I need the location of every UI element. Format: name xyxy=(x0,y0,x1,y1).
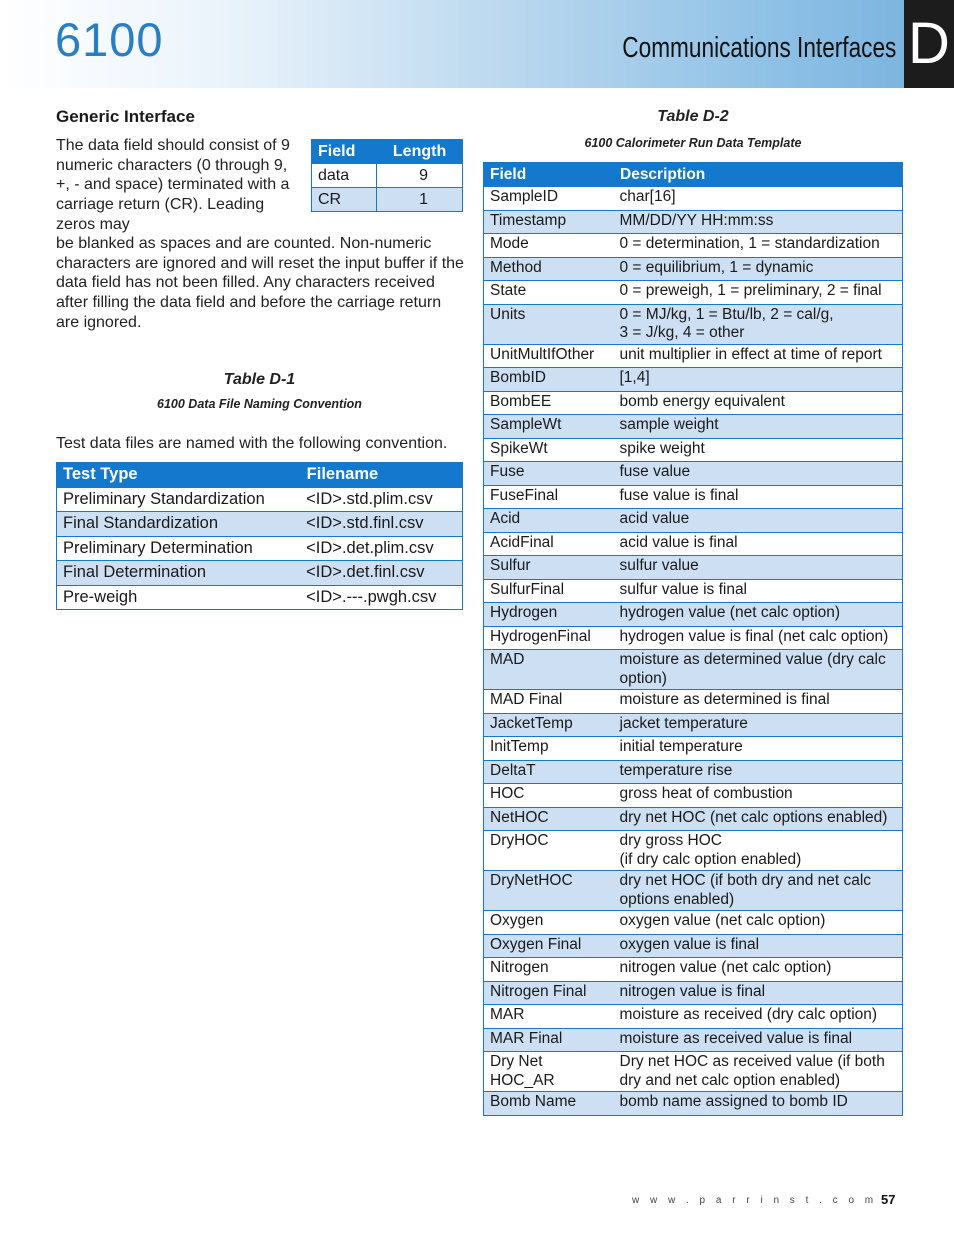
table-row xyxy=(484,462,903,486)
table-d1-header-filename: Filename xyxy=(300,463,462,488)
table-d2-subtitle: 6100 Calorimeter Run Data Template xyxy=(584,136,802,150)
table-d1-header-type: Test Type xyxy=(57,463,301,488)
d2-desc-cell: dry gross HOC (if dry calc option enabled) xyxy=(614,831,903,871)
table-row xyxy=(484,210,903,234)
d2-field-cell: MAR xyxy=(484,1005,614,1029)
d1-type-cell: Preliminary Standardization xyxy=(57,487,301,512)
table-row xyxy=(484,257,903,281)
d2-desc-cell: moisture as received (dry calc option) xyxy=(614,1005,903,1029)
d2-field-cell: Mode xyxy=(484,234,614,258)
d2-desc-cell: fuse value is final xyxy=(614,485,903,509)
table-row xyxy=(484,807,903,831)
d1-file-cell: <ID>.det.plim.csv xyxy=(300,536,462,561)
length-value-cell: 1 xyxy=(377,188,463,212)
table-row xyxy=(484,368,903,392)
d2-desc-cell: moisture as determined is final xyxy=(614,690,903,714)
d1-file-cell: <ID>.---.pwgh.csv xyxy=(300,585,462,610)
d2-desc-cell: jacket temperature xyxy=(614,713,903,737)
d2-field-cell: Bomb Name xyxy=(484,1092,614,1116)
d2-desc-cell: nitrogen value is final xyxy=(614,981,903,1005)
d2-desc-cell: unit multiplier in effect at time of report xyxy=(614,344,903,368)
d2-field-cell: DryNetHOC xyxy=(484,871,614,911)
d2-field-cell: SpikeWt xyxy=(484,438,614,462)
d2-desc-cell: Dry net HOC as received value (if both dry and net calc option enabled) xyxy=(614,1052,903,1092)
table-row xyxy=(484,784,903,808)
d2-field-cell: BombID xyxy=(484,368,614,392)
length-field-cell: CR xyxy=(312,188,377,212)
table-d2 xyxy=(483,162,903,1116)
table-d1-title: Table D-1 xyxy=(223,371,296,388)
d2-desc-cell: hydrogen value is final (net calc option) xyxy=(614,626,903,650)
d2-desc-cell: acid value xyxy=(614,509,903,533)
d2-field-cell: SulfurFinal xyxy=(484,579,614,603)
d2-field-cell: Nitrogen Final xyxy=(484,981,614,1005)
d2-desc-cell: gross heat of combustion xyxy=(614,784,903,808)
table-row xyxy=(484,509,903,533)
table-row xyxy=(484,485,903,509)
table-row xyxy=(484,958,903,982)
d2-desc-cell: moisture as received value is final xyxy=(614,1028,903,1052)
d2-desc-cell: oxygen value (net calc option) xyxy=(614,911,903,935)
d2-field-cell: HydrogenFinal xyxy=(484,626,614,650)
table-row xyxy=(57,512,463,537)
d2-field-cell: MAD xyxy=(484,650,614,690)
d2-field-cell: Fuse xyxy=(484,462,614,486)
d2-field-cell: NetHOC xyxy=(484,807,614,831)
table-row xyxy=(484,1052,903,1092)
table-row xyxy=(484,438,903,462)
page-number: 57 xyxy=(881,1192,896,1207)
length-table-row xyxy=(312,164,463,188)
d2-field-cell: MAD Final xyxy=(484,690,614,714)
d1-type-cell: Pre-weigh xyxy=(57,585,301,610)
d2-field-cell: Method xyxy=(484,257,614,281)
table-row xyxy=(484,281,903,305)
table-row xyxy=(484,1028,903,1052)
d2-field-cell: FuseFinal xyxy=(484,485,614,509)
d2-field-cell: Acid xyxy=(484,509,614,533)
d2-desc-cell: [1,4] xyxy=(614,368,903,392)
table-row xyxy=(57,561,463,586)
table-row xyxy=(484,831,903,871)
d2-field-cell: MAR Final xyxy=(484,1028,614,1052)
table-row xyxy=(484,234,903,258)
d2-field-cell: HOC xyxy=(484,784,614,808)
d2-field-cell: Units xyxy=(484,304,614,344)
d2-desc-cell: bomb energy equivalent xyxy=(614,391,903,415)
table-d2-title: Table D-2 xyxy=(657,108,729,125)
d2-desc-cell: acid value is final xyxy=(614,532,903,556)
table-row xyxy=(484,556,903,580)
table-row xyxy=(484,344,903,368)
d2-desc-cell: MM/DD/YY HH:mm:ss xyxy=(614,210,903,234)
table-row xyxy=(484,981,903,1005)
table-row xyxy=(484,391,903,415)
d2-desc-cell: bomb name assigned to bomb ID xyxy=(614,1092,903,1116)
d2-desc-cell: 0 = determination, 1 = standardization xyxy=(614,234,903,258)
d2-desc-cell: temperature rise xyxy=(614,760,903,784)
table-row xyxy=(484,871,903,911)
d1-file-cell: <ID>.det.finl.csv xyxy=(300,561,462,586)
table-row xyxy=(484,187,903,211)
d2-desc-cell: nitrogen value (net calc option) xyxy=(614,958,903,982)
table-row xyxy=(484,1005,903,1029)
table-row xyxy=(57,536,463,561)
d2-field-cell: SampleWt xyxy=(484,415,614,439)
d2-field-cell: Dry Net HOC_AR xyxy=(484,1052,614,1092)
d2-field-cell: UnitMultIfOther xyxy=(484,344,614,368)
generic-paragraph-end: be blanked as spaces and are counted. Non-numeric characters are ignored and will reset the input buffer if the data field has not been filled. Any characters received after filling the data field and before the carriage return are ignored. xyxy=(56,235,464,331)
table-row xyxy=(484,579,903,603)
d2-desc-cell: dry net HOC (net calc options enabled) xyxy=(614,807,903,831)
length-field-cell: data xyxy=(312,164,377,188)
d2-desc-cell: sulfur value is final xyxy=(614,579,903,603)
table-row xyxy=(484,603,903,627)
table-row xyxy=(484,650,903,690)
generic-paragraph-start: The data field should consist of 9 numeric characters (0 through 9, +, - and space) terminated with a carriage return (CR). Leading zeros may xyxy=(56,137,290,233)
d2-field-cell: Sulfur xyxy=(484,556,614,580)
d2-desc-cell: sample weight xyxy=(614,415,903,439)
d1-type-cell: Final Determination xyxy=(57,561,301,586)
d2-desc-cell: 0 = MJ/kg, 1 = Btu/lb, 2 = cal/g, 3 = J/kg, 4 = other xyxy=(614,304,903,344)
table-d2-header-description: Description xyxy=(614,163,903,187)
d2-field-cell: JacketTemp xyxy=(484,713,614,737)
d2-field-cell: Oxygen xyxy=(484,911,614,935)
length-table-header-field: Field xyxy=(312,140,377,164)
d1-type-cell: Preliminary Determination xyxy=(57,536,301,561)
d2-desc-cell: 0 = equilibrium, 1 = dynamic xyxy=(614,257,903,281)
d2-field-cell: Nitrogen xyxy=(484,958,614,982)
table-row xyxy=(484,760,903,784)
d2-desc-cell: initial temperature xyxy=(614,737,903,761)
d2-field-cell: InitTemp xyxy=(484,737,614,761)
table-row xyxy=(484,532,903,556)
d2-desc-cell: fuse value xyxy=(614,462,903,486)
table-row xyxy=(484,934,903,958)
product-title: 6100 xyxy=(55,13,164,66)
length-value-cell: 9 xyxy=(377,164,463,188)
d2-desc-cell: hydrogen value (net calc option) xyxy=(614,603,903,627)
table-row xyxy=(484,713,903,737)
table-row xyxy=(484,1092,903,1116)
d2-field-cell: DryHOC xyxy=(484,831,614,871)
table-d1-subtitle: 6100 Data File Naming Convention xyxy=(157,397,362,411)
d2-desc-cell: spike weight xyxy=(614,438,903,462)
d2-field-cell: Oxygen Final xyxy=(484,934,614,958)
d2-field-cell: SampleID xyxy=(484,187,614,211)
d2-field-cell: State xyxy=(484,281,614,305)
table-d1-intro: Test data files are named with the following convention. xyxy=(56,435,448,452)
table-row xyxy=(484,690,903,714)
d2-desc-cell: moisture as determined value (dry calc option) xyxy=(614,650,903,690)
length-table-row xyxy=(312,188,463,212)
d2-desc-cell: sulfur value xyxy=(614,556,903,580)
length-table xyxy=(311,139,463,212)
generic-interface-heading: Generic Interface xyxy=(56,107,195,126)
table-row xyxy=(484,304,903,344)
d2-field-cell: DeltaT xyxy=(484,760,614,784)
d2-field-cell: Timestamp xyxy=(484,210,614,234)
footer-url: w w w . p a r r i n s t . c o m xyxy=(632,1195,878,1206)
table-d2-header-field: Field xyxy=(484,163,614,187)
length-table-header-length: Length xyxy=(377,140,463,164)
table-d1 xyxy=(56,462,463,610)
d2-field-cell: AcidFinal xyxy=(484,532,614,556)
table-row xyxy=(57,585,463,610)
d2-desc-cell: oxygen value is final xyxy=(614,934,903,958)
table-row xyxy=(484,911,903,935)
section-title: Communications Interfaces xyxy=(621,32,896,64)
table-row xyxy=(484,415,903,439)
d2-field-cell: Hydrogen xyxy=(484,603,614,627)
d2-desc-cell: char[16] xyxy=(614,187,903,211)
table-row xyxy=(484,626,903,650)
appendix-tab: D xyxy=(904,0,954,88)
d1-file-cell: <ID>.std.finl.csv xyxy=(300,512,462,537)
d2-desc-cell: 0 = preweigh, 1 = preliminary, 2 = final xyxy=(614,281,903,305)
table-row xyxy=(484,737,903,761)
d2-desc-cell: dry net HOC (if both dry and net calc options enabled) xyxy=(614,871,903,911)
table-row xyxy=(57,487,463,512)
d1-file-cell: <ID>.std.plim.csv xyxy=(300,487,462,512)
d1-type-cell: Final Standardization xyxy=(57,512,301,537)
d2-field-cell: BombEE xyxy=(484,391,614,415)
